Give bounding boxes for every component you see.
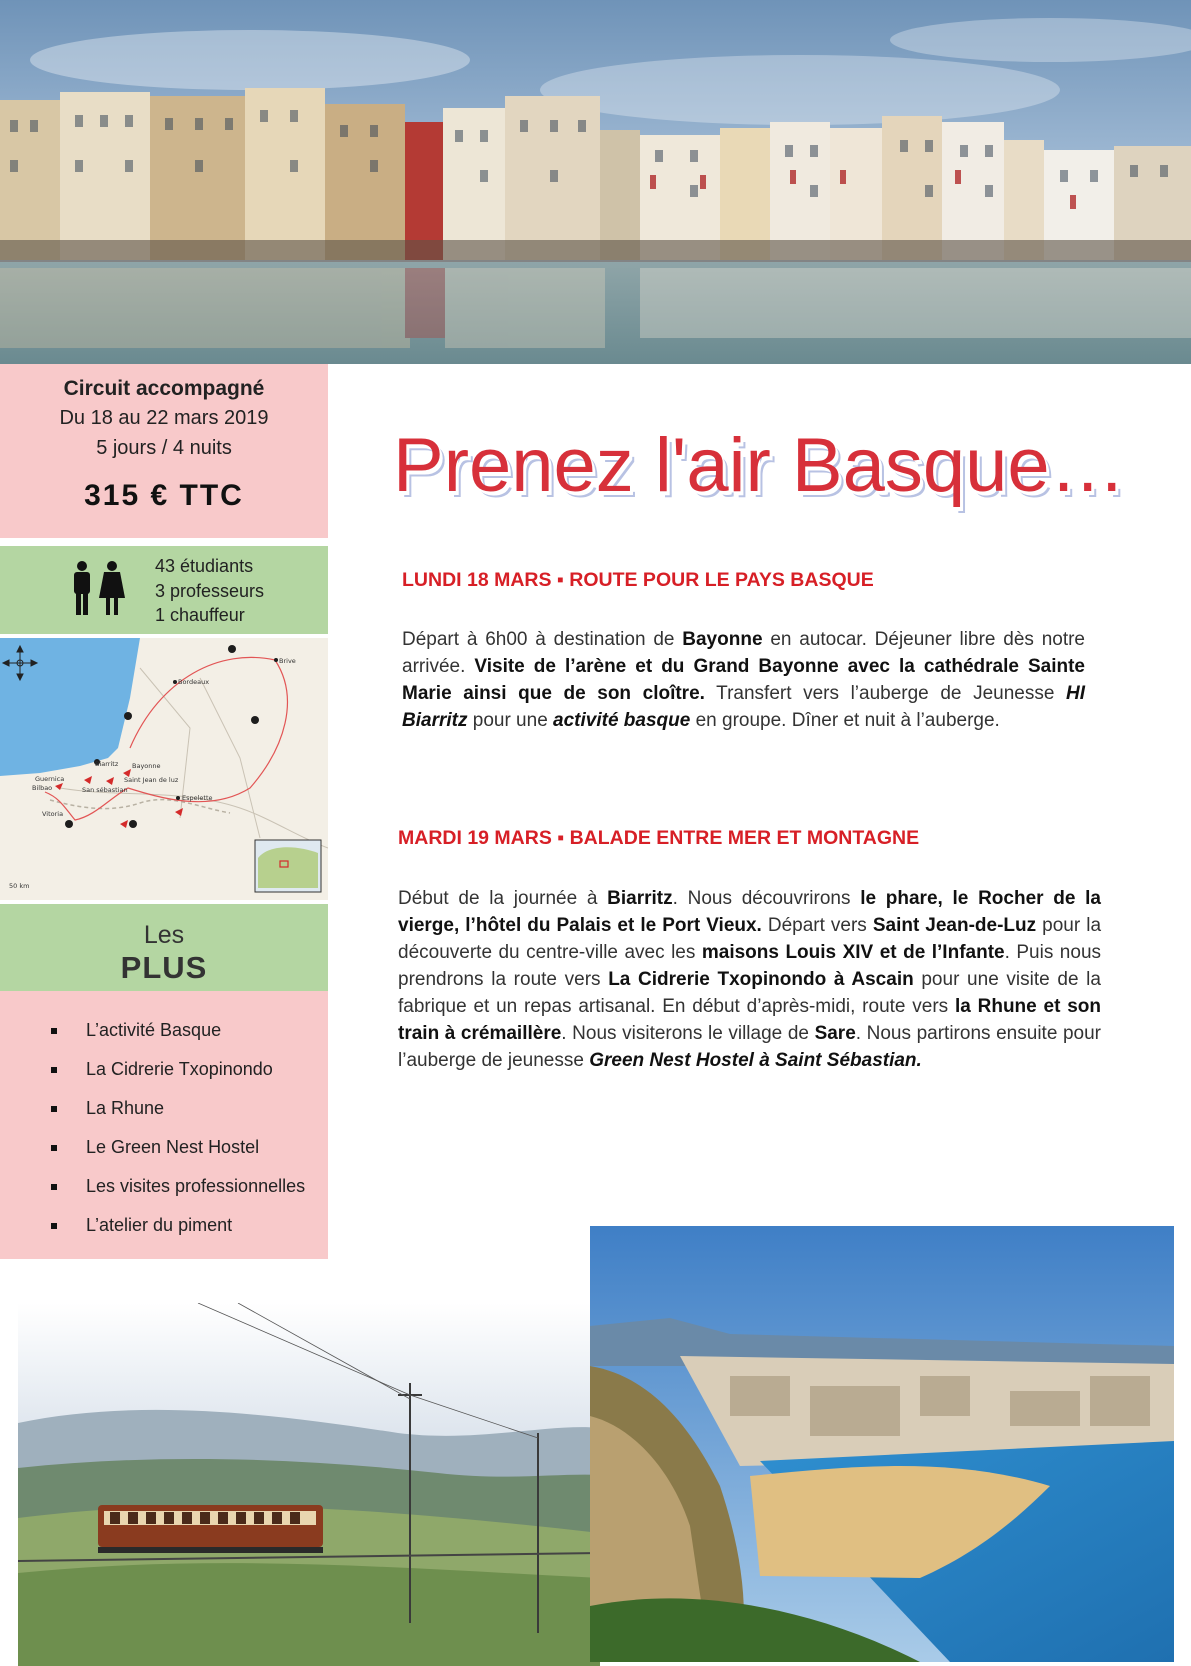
people-icon: [68, 560, 128, 620]
map-label-bordeaux: Bordeaux: [178, 678, 210, 686]
day2-paragraph: Début de la journée à Biarritz. Nous découvrirons le phare, le Rocher de la vierge, l’hôtel du Palais et le Port Vieux. Départ vers Saint Jean-de-Luz pour la découverte du centre-ville avec les maisons Louis XIV et de l’Infante. Puis nous prendrons la route vers La Cidrerie Txopinondo à Ascain pour une visite de la fabrique et un repas artisanal. En début d’après-midi, route vers la Rhune et son train à crémaillère. Nous visiterons le village de Sare. Nous partirons ensuite pour l’auberge de jeunesse Green Nest Hostel à Saint Sébastian.: [398, 888, 1102, 1071]
hero-photo-bayonne: [0, 0, 1191, 364]
map-label-guernica: Guernica: [35, 775, 65, 783]
map-label-biarritz: Biarritz: [95, 760, 119, 768]
trip-price: 315 € TTC: [84, 479, 244, 512]
plus-item: L’atelier du piment: [48, 1214, 305, 1253]
map-label-espelette: Espelette: [182, 794, 213, 802]
map-label-bilbao: Bilbao: [32, 784, 53, 792]
plus-item: Le Green Nest Hostel: [48, 1136, 305, 1175]
day2-heading: MARDI 19 MARS ▪ BALADE ENTRE MER ET MONTAGNE: [398, 827, 920, 849]
participants-teachers: 3 professeurs: [155, 580, 265, 601]
map-label-saint-jean-de-luz: Saint Jean de luz: [124, 776, 179, 784]
map-label-san-sebastian: San sébastian: [82, 786, 128, 794]
map-scale: 50 km: [9, 882, 30, 890]
page-title: Prenez l'air Basque…: [393, 423, 1126, 508]
route-map: [0, 638, 328, 900]
trip-info-panel: [0, 364, 328, 538]
trip-type: Circuit accompagné: [63, 377, 265, 400]
plus-header: [0, 904, 328, 991]
plus-item: La Cidrerie Txopinondo: [48, 1058, 305, 1097]
trip-dates: Du 18 au 22 mars 2019: [59, 407, 269, 429]
plus-item: Les visites professionnelles: [48, 1175, 305, 1214]
plus-list-panel: [0, 991, 328, 1259]
train: [98, 1505, 323, 1553]
plus-les-label: Les: [143, 921, 185, 949]
day1-heading: LUNDI 18 MARS ▪ ROUTE POUR LE PAYS BASQUE: [402, 569, 874, 591]
participants-students: 43 étudiants: [155, 556, 254, 576]
day1-paragraph: Départ à 6h00 à destination de Bayonne en autocar. Déjeuner libre dès notre arrivée. Visite de l’arène et du Grand Bayonne avec la cathédrale Sainte Marie ainsi que de son cloître. Transfert vers l’auberge de Jeunesse HI Biarritz pour une activité basque en groupe. Dîner et nuit à l’auberge.: [402, 629, 1085, 731]
plus-title: PLUS: [120, 950, 208, 985]
participants-driver: 1 chauffeur: [155, 605, 245, 625]
participants-panel: [0, 546, 328, 634]
plus-item: L’activité Basque: [48, 1019, 305, 1058]
plus-item: La Rhune: [48, 1097, 305, 1136]
trip-duration: 5 jours / 4 nuits: [96, 437, 232, 459]
map-label-brive: Brive: [279, 657, 296, 665]
map-label-vitoria: Vitoria: [42, 810, 64, 818]
map-label-bayonne: Bayonne: [132, 762, 161, 770]
photo-biarritz-beach: [590, 1226, 1174, 1662]
photo-la-rhune-train: [18, 1303, 600, 1666]
sea-area: [0, 638, 140, 776]
